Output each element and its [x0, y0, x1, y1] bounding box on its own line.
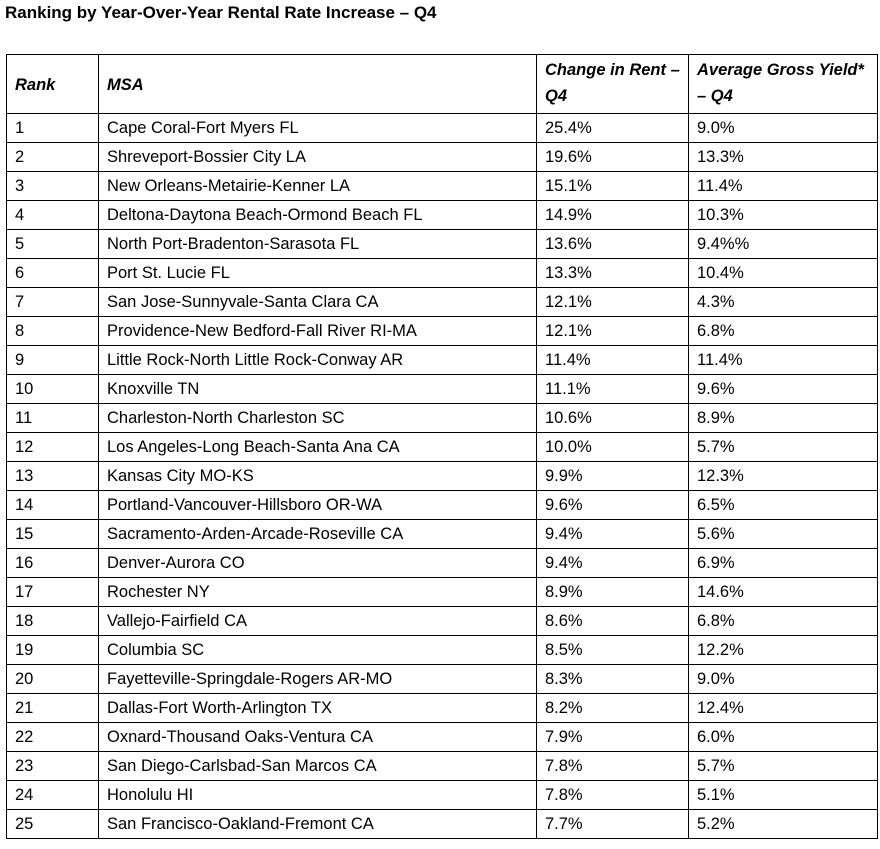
- table-row: [7, 259, 878, 288]
- rank-cell: 7: [7, 288, 99, 317]
- msa-cell: San Diego-Carlsbad-San Marcos CA: [99, 752, 537, 781]
- msa-cell: Oxnard-Thousand Oaks-Ventura CA: [99, 723, 537, 752]
- msa-cell: Deltona-Daytona Beach-Ormond Beach FL: [99, 201, 537, 230]
- msa-cell: Cape Coral-Fort Myers FL: [99, 114, 537, 143]
- table-row: [7, 607, 878, 636]
- rank-cell: 9: [7, 346, 99, 375]
- msa-cell: Fayetteville-Springdale-Rogers AR-MO: [99, 665, 537, 694]
- rank-cell: 2: [7, 143, 99, 172]
- rank-cell: 11: [7, 404, 99, 433]
- average-gross-yield-cell: 5.2%: [689, 810, 878, 839]
- average-gross-yield-cell: 12.2%: [689, 636, 878, 665]
- rank-cell: 13: [7, 462, 99, 491]
- msa-cell: New Orleans-Metairie-Kenner LA: [99, 172, 537, 201]
- msa-cell: Kansas City MO-KS: [99, 462, 537, 491]
- change-in-rent-cell: 25.4%: [537, 114, 689, 143]
- rank-cell: 25: [7, 810, 99, 839]
- average-gross-yield-cell: 12.4%: [689, 694, 878, 723]
- msa-cell: Little Rock-North Little Rock-Conway AR: [99, 346, 537, 375]
- table-row: [7, 143, 878, 172]
- msa-cell: Rochester NY: [99, 578, 537, 607]
- msa-cell: Providence-New Bedford-Fall River RI-MA: [99, 317, 537, 346]
- change-in-rent-cell: 8.6%: [537, 607, 689, 636]
- average-gross-yield-cell: 6.5%: [689, 491, 878, 520]
- change-in-rent-cell: 7.8%: [537, 752, 689, 781]
- rank-cell: 3: [7, 172, 99, 201]
- table-row: [7, 114, 878, 143]
- msa-cell: Denver-Aurora CO: [99, 549, 537, 578]
- rank-cell: 21: [7, 694, 99, 723]
- change-in-rent-cell: 14.9%: [537, 201, 689, 230]
- average-gross-yield-cell: 5.6%: [689, 520, 878, 549]
- rank-cell: 14: [7, 491, 99, 520]
- msa-cell: Charleston-North Charleston SC: [99, 404, 537, 433]
- average-gross-yield-cell: 5.7%: [689, 752, 878, 781]
- average-gross-yield-cell: 5.1%: [689, 781, 878, 810]
- table-row: [7, 520, 878, 549]
- column-header-rank: Rank: [7, 55, 99, 114]
- msa-cell: Port St. Lucie FL: [99, 259, 537, 288]
- table-row: [7, 172, 878, 201]
- change-in-rent-cell: 8.9%: [537, 578, 689, 607]
- rank-cell: 18: [7, 607, 99, 636]
- rank-cell: 24: [7, 781, 99, 810]
- change-in-rent-cell: 13.6%: [537, 230, 689, 259]
- table-row: [7, 404, 878, 433]
- rank-cell: 16: [7, 549, 99, 578]
- rank-cell: 15: [7, 520, 99, 549]
- table-row: [7, 317, 878, 346]
- change-in-rent-cell: 9.6%: [537, 491, 689, 520]
- table-row: [7, 230, 878, 259]
- column-header-average-gross-yield: Average Gross Yield* – Q4: [689, 55, 878, 114]
- change-in-rent-cell: 9.4%: [537, 520, 689, 549]
- change-in-rent-cell: 11.4%: [537, 346, 689, 375]
- table-body: [7, 114, 878, 839]
- msa-cell: Honolulu HI: [99, 781, 537, 810]
- average-gross-yield-cell: 11.4%: [689, 172, 878, 201]
- change-in-rent-cell: 19.6%: [537, 143, 689, 172]
- table-row: [7, 781, 878, 810]
- average-gross-yield-cell: 8.9%: [689, 404, 878, 433]
- header-row: [7, 55, 878, 114]
- table-row: [7, 375, 878, 404]
- table-row: [7, 462, 878, 491]
- change-in-rent-cell: 12.1%: [537, 317, 689, 346]
- average-gross-yield-cell: 6.9%: [689, 549, 878, 578]
- msa-cell: Sacramento-Arden-Arcade-Roseville CA: [99, 520, 537, 549]
- msa-cell: Shreveport-Bossier City LA: [99, 143, 537, 172]
- table-row: [7, 491, 878, 520]
- rank-cell: 8: [7, 317, 99, 346]
- table-row: [7, 549, 878, 578]
- average-gross-yield-cell: 5.7%: [689, 433, 878, 462]
- change-in-rent-cell: 8.5%: [537, 636, 689, 665]
- table-row: [7, 810, 878, 839]
- change-in-rent-cell: 10.6%: [537, 404, 689, 433]
- average-gross-yield-cell: 9.0%: [689, 665, 878, 694]
- average-gross-yield-cell: 14.6%: [689, 578, 878, 607]
- average-gross-yield-cell: 11.4%: [689, 346, 878, 375]
- ranking-table: [6, 54, 878, 839]
- table-row: [7, 201, 878, 230]
- rank-cell: 23: [7, 752, 99, 781]
- average-gross-yield-cell: 6.8%: [689, 607, 878, 636]
- page-title: Ranking by Year-Over-Year Rental Rate Increase – Q4: [5, 3, 437, 22]
- rank-cell: 10: [7, 375, 99, 404]
- change-in-rent-cell: 13.3%: [537, 259, 689, 288]
- table-row: [7, 752, 878, 781]
- average-gross-yield-cell: 10.3%: [689, 201, 878, 230]
- change-in-rent-cell: 7.7%: [537, 810, 689, 839]
- rank-cell: 19: [7, 636, 99, 665]
- msa-cell: San Jose-Sunnyvale-Santa Clara CA: [99, 288, 537, 317]
- msa-cell: Portland-Vancouver-Hillsboro OR-WA: [99, 491, 537, 520]
- table-row: [7, 694, 878, 723]
- column-header-msa: MSA: [99, 55, 537, 114]
- rank-cell: 12: [7, 433, 99, 462]
- change-in-rent-cell: 9.4%: [537, 549, 689, 578]
- table-row: [7, 578, 878, 607]
- table-row: [7, 346, 878, 375]
- rank-cell: 17: [7, 578, 99, 607]
- msa-cell: Dallas-Fort Worth-Arlington TX: [99, 694, 537, 723]
- rank-cell: 5: [7, 230, 99, 259]
- change-in-rent-cell: 11.1%: [537, 375, 689, 404]
- table-row: [7, 433, 878, 462]
- table-row: [7, 723, 878, 752]
- average-gross-yield-cell: 9.6%: [689, 375, 878, 404]
- msa-cell: Vallejo-Fairfield CA: [99, 607, 537, 636]
- average-gross-yield-cell: 4.3%: [689, 288, 878, 317]
- average-gross-yield-cell: 9.0%: [689, 114, 878, 143]
- change-in-rent-cell: 12.1%: [537, 288, 689, 317]
- average-gross-yield-cell: 6.8%: [689, 317, 878, 346]
- msa-cell: Knoxville TN: [99, 375, 537, 404]
- table-row: [7, 636, 878, 665]
- average-gross-yield-cell: 12.3%: [689, 462, 878, 491]
- column-header-change-in-rent: Change in Rent – Q4: [537, 55, 689, 114]
- rank-cell: 1: [7, 114, 99, 143]
- rank-cell: 4: [7, 201, 99, 230]
- change-in-rent-cell: 8.3%: [537, 665, 689, 694]
- msa-cell: North Port-Bradenton-Sarasota FL: [99, 230, 537, 259]
- average-gross-yield-cell: 13.3%: [689, 143, 878, 172]
- rank-cell: 22: [7, 723, 99, 752]
- change-in-rent-cell: 7.8%: [537, 781, 689, 810]
- change-in-rent-cell: 15.1%: [537, 172, 689, 201]
- msa-cell: Columbia SC: [99, 636, 537, 665]
- change-in-rent-cell: 10.0%: [537, 433, 689, 462]
- table-row: [7, 288, 878, 317]
- msa-cell: Los Angeles-Long Beach-Santa Ana CA: [99, 433, 537, 462]
- average-gross-yield-cell: 9.4%%: [689, 230, 878, 259]
- change-in-rent-cell: 8.2%: [537, 694, 689, 723]
- average-gross-yield-cell: 6.0%: [689, 723, 878, 752]
- table-row: [7, 665, 878, 694]
- change-in-rent-cell: 7.9%: [537, 723, 689, 752]
- msa-cell: San Francisco-Oakland-Fremont CA: [99, 810, 537, 839]
- change-in-rent-cell: 9.9%: [537, 462, 689, 491]
- rank-cell: 6: [7, 259, 99, 288]
- average-gross-yield-cell: 10.4%: [689, 259, 878, 288]
- rank-cell: 20: [7, 665, 99, 694]
